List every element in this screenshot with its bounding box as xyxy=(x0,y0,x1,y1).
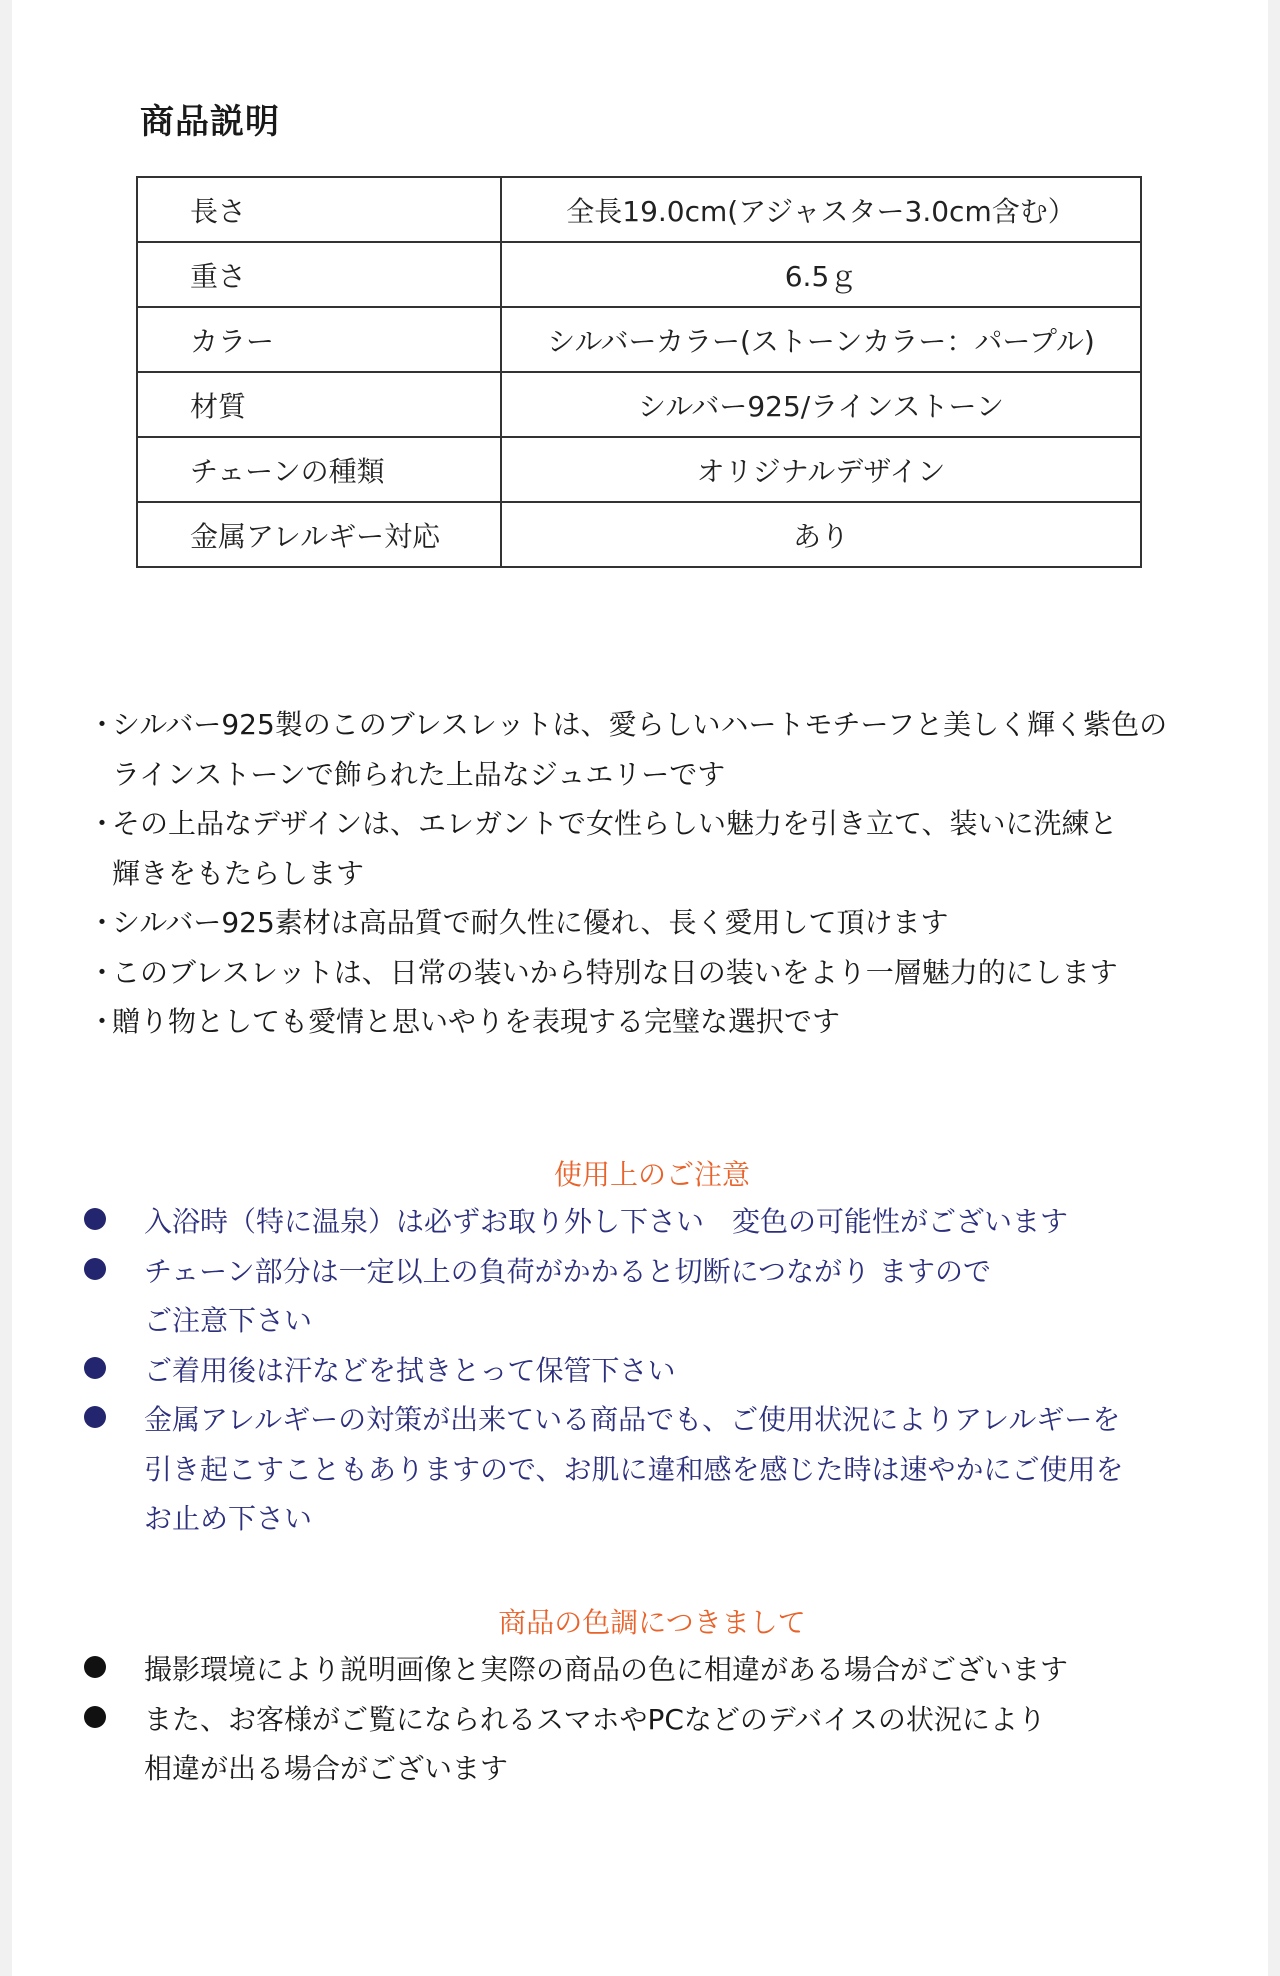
list-item-line: チェーン部分は一定以上の負荷がかかると切断につながり ますので xyxy=(144,1254,991,1288)
list-item-line: 輝きをもたらします xyxy=(112,856,365,890)
page xyxy=(12,0,1268,1976)
list-item xyxy=(88,997,1167,1047)
list-item xyxy=(84,1346,1123,1396)
table-row xyxy=(137,437,1141,502)
list-item-line: 引き起こすこともありますので、お肌に違和感を感じた時は速やかにご使用を xyxy=(144,1452,1124,1486)
list-item xyxy=(88,948,1167,998)
table-row xyxy=(137,307,1141,372)
list-item xyxy=(88,799,1167,898)
list-item-line: 金属アレルギーの対策が出来ている商品でも、ご使用状況によりアレルギーを xyxy=(144,1403,1121,1436)
bullet-dot-icon xyxy=(84,1208,106,1230)
list-item xyxy=(84,1645,1068,1695)
list-item-line: お止め下さい xyxy=(144,1502,313,1535)
list-item xyxy=(84,1695,1068,1794)
page-title: 商品説明 xyxy=(140,102,280,142)
list-item-line: その上品なデザインは、エレガントで女性らしい魅力を引き立て、装いに洗練と xyxy=(112,807,1118,840)
list-item xyxy=(84,1395,1123,1544)
list-item-line: シルバー925素材は高品質で耐久性に優れ、長く愛用して頂けます xyxy=(112,906,949,939)
bullet-mark: ・ xyxy=(88,807,117,840)
list-item xyxy=(88,898,1167,948)
spec-label: カラー xyxy=(137,307,501,372)
bullet-dot-icon xyxy=(84,1656,106,1678)
list-item xyxy=(84,1197,1123,1247)
color-note-list xyxy=(84,1645,1068,1794)
caution-list xyxy=(84,1197,1123,1544)
spec-value: シルバーカラー(ストーンカラー：パープル) xyxy=(501,307,1141,372)
list-item-line: また、お客様がご覧になられるスマホやPCなどのデバイスの状況により xyxy=(144,1702,1046,1736)
list-item-line: ご注意下さい xyxy=(144,1304,313,1337)
spec-value: あり xyxy=(501,502,1141,567)
bullet-dot-icon xyxy=(84,1406,106,1428)
caution-heading: 使用上のご注意 xyxy=(553,1158,750,1191)
table-row xyxy=(137,502,1141,567)
table-row xyxy=(137,242,1141,307)
spec-value: シルバー925/ラインストーン xyxy=(501,372,1141,437)
bullet-mark: ・ xyxy=(88,906,117,939)
list-item-line: 相違が出る場合がございます xyxy=(144,1752,509,1785)
feature-list xyxy=(88,700,1167,1047)
spec-label: 材質 xyxy=(137,372,501,437)
bullet-dot-icon xyxy=(84,1357,106,1379)
spec-label: チェーンの種類 xyxy=(137,437,501,502)
list-item-line: 入浴時（特に温泉）は必ずお取り外し下さい 変色の可能性がございます xyxy=(144,1205,1069,1238)
list-item-line: 贈り物としても愛情と思いやりを表現する完璧な選択です xyxy=(112,1005,841,1038)
list-item-line: ご着用後は汗などを拭きとって保管下さい xyxy=(144,1353,676,1387)
spec-table xyxy=(136,176,1142,568)
spec-label: 金属アレルギー対応 xyxy=(137,502,501,567)
bullet-mark: ・ xyxy=(88,1005,117,1038)
list-item-line: 撮影環境により説明画像と実際の商品の色に相違がある場合がございます xyxy=(144,1653,1069,1686)
bullet-mark: ・ xyxy=(88,708,117,741)
spec-label: 重さ xyxy=(137,242,501,307)
list-item-line: ラインストーンで飾られた上品なジュエリーです xyxy=(112,757,726,791)
table-row xyxy=(137,372,1141,437)
spec-value: 全長19.0cm(アジャスター3.0cm含む） xyxy=(501,177,1141,242)
table-row xyxy=(137,177,1141,242)
list-item xyxy=(84,1247,1123,1346)
color-note-heading: 商品の色調につきまして xyxy=(498,1606,806,1639)
bullet-dot-icon xyxy=(84,1706,106,1728)
spec-label: 長さ xyxy=(137,177,501,242)
list-item xyxy=(88,700,1167,799)
spec-value: オリジナルデザイン xyxy=(501,437,1141,502)
list-item-line: シルバー925製のこのブレスレットは、愛らしいハートモチーフと美しく輝く紫色の xyxy=(112,708,1168,741)
bullet-dot-icon xyxy=(84,1258,106,1280)
bullet-mark: ・ xyxy=(88,955,117,989)
spec-value: 6.5ｇ xyxy=(501,242,1141,307)
list-item-line: このブレスレットは、日常の装いから特別な日の装いをより一層魅力的にします xyxy=(112,955,1118,989)
